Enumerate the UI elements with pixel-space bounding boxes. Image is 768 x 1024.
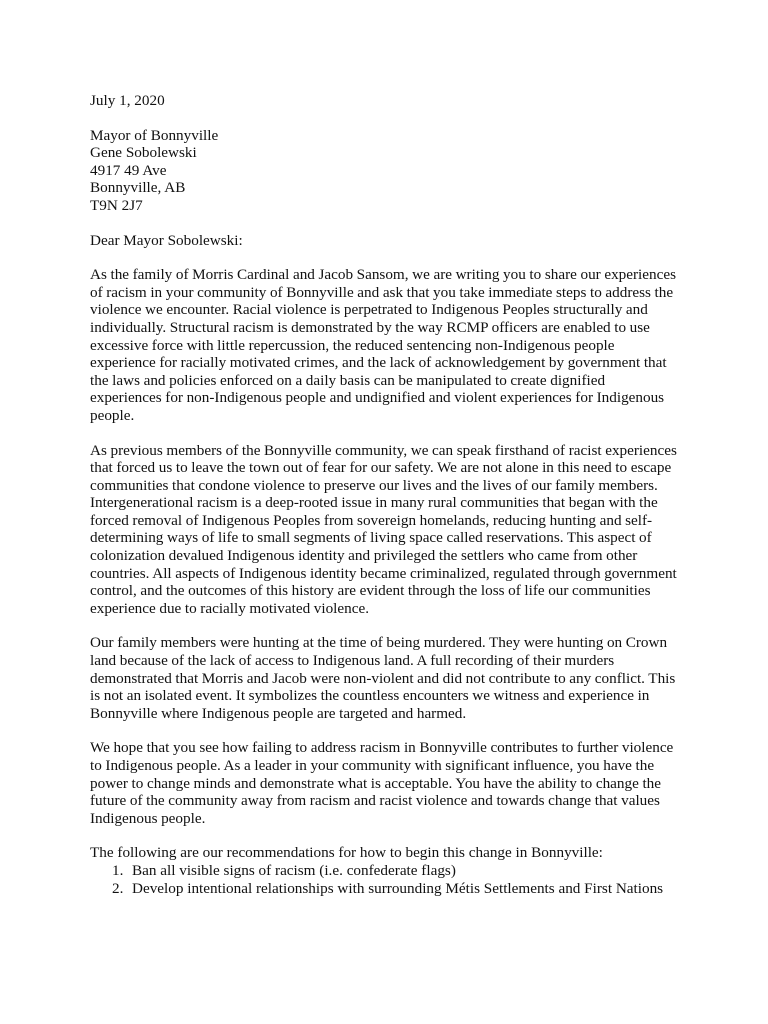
recommendation-item	[90, 880, 680, 898]
address-line-recipient-title: Mayor of Bonnyville	[90, 126, 219, 144]
address-line-city: Bonnyville, AB	[90, 179, 186, 197]
recommendations-list	[90, 862, 680, 897]
paragraph: As the family of Morris Cardinal and Jacob Sansom, we are writing you to share our experiences of racism in your community of Bonnyville and ask that you take immediate steps to address the violence we encounter. Racial violence is perpetrated to Indigenous Peoples structurally and individually. Structural racism is demonstrated by the way RCMP officers are enabled to use excessive force with little repercussion, the reduced sentencing non-Indigenous people experience for racially motivated crimes, and the lack of acknowledgement by government that the laws and policies enforced on a daily basis can be manipulated to create dignified experiences for non-Indigenous people and undignified and violent experiences for Indigenous people.	[90, 266, 676, 424]
recipient-address	[90, 127, 680, 215]
paragraph: Our family members were hunting at the time of being murdered. They were hunting on Crown land because of the lack of access to Indigenous land. A full recording of their murders demonstrated that Morris and Jacob were non-violent and did not contribute to any conflict. This is not an isolated event. It symbolizes the countless encounters we witness and experience in Bonnyville where Indigenous people are targeted and harmed.	[90, 634, 676, 722]
recommendations-intro: The following are our recommendations for how to begin this change in Bonnyville:	[90, 844, 603, 862]
paragraph: As previous members of the Bonnyville community, we can speak firsthand of racist experiences that forced us to leave the town out of fear for our safety. We are not alone in this need to escape communities that condone violence to preserve our lives and the lives of our family members. Intergenerational racism is a deep-rooted issue in many rural communities that began with the forced removal of Indigenous Peoples from sovereign homelands, reducing hunting and self-determining ways of life to small segments of living space called reservations. This aspect of colonization devalued Indigenous identity and privileged the settlers who came from other countries. All aspects of Indigenous identity became criminalized, regulated through government control, and the outcomes of this history are evident through the loss of life our communities experience due to racially motivated violence.	[90, 441, 677, 617]
recommendation-item	[90, 862, 680, 880]
address-line-recipient-name: Gene Sobolewski	[90, 144, 197, 162]
address-line-street: 4917 49 Ave	[90, 161, 167, 179]
recommendation-number: 1.	[112, 861, 124, 879]
letter-body	[90, 92, 680, 897]
address-line-postal-code: T9N 2J7	[90, 196, 143, 214]
recommendation-number: 2.	[112, 879, 124, 897]
recommendation-text: Ban all visible signs of racism (i.e. confederate flags)	[132, 861, 456, 879]
recommendation-text: Develop intentional relationships with surrounding Métis Settlements and First Nations	[132, 879, 664, 897]
salutation: Dear Mayor Sobolewski:	[90, 231, 243, 249]
paragraph: We hope that you see how failing to address racism in Bonnyville contributes to further violence to Indigenous people. As a leader in your community with significant influence, you have the power to change minds and demonstrate what is acceptable. You have the ability to change the future of the community away from racism and racist violence and towards change that values Indigenous people.	[90, 739, 674, 827]
letter-date: July 1, 2020	[90, 92, 165, 109]
